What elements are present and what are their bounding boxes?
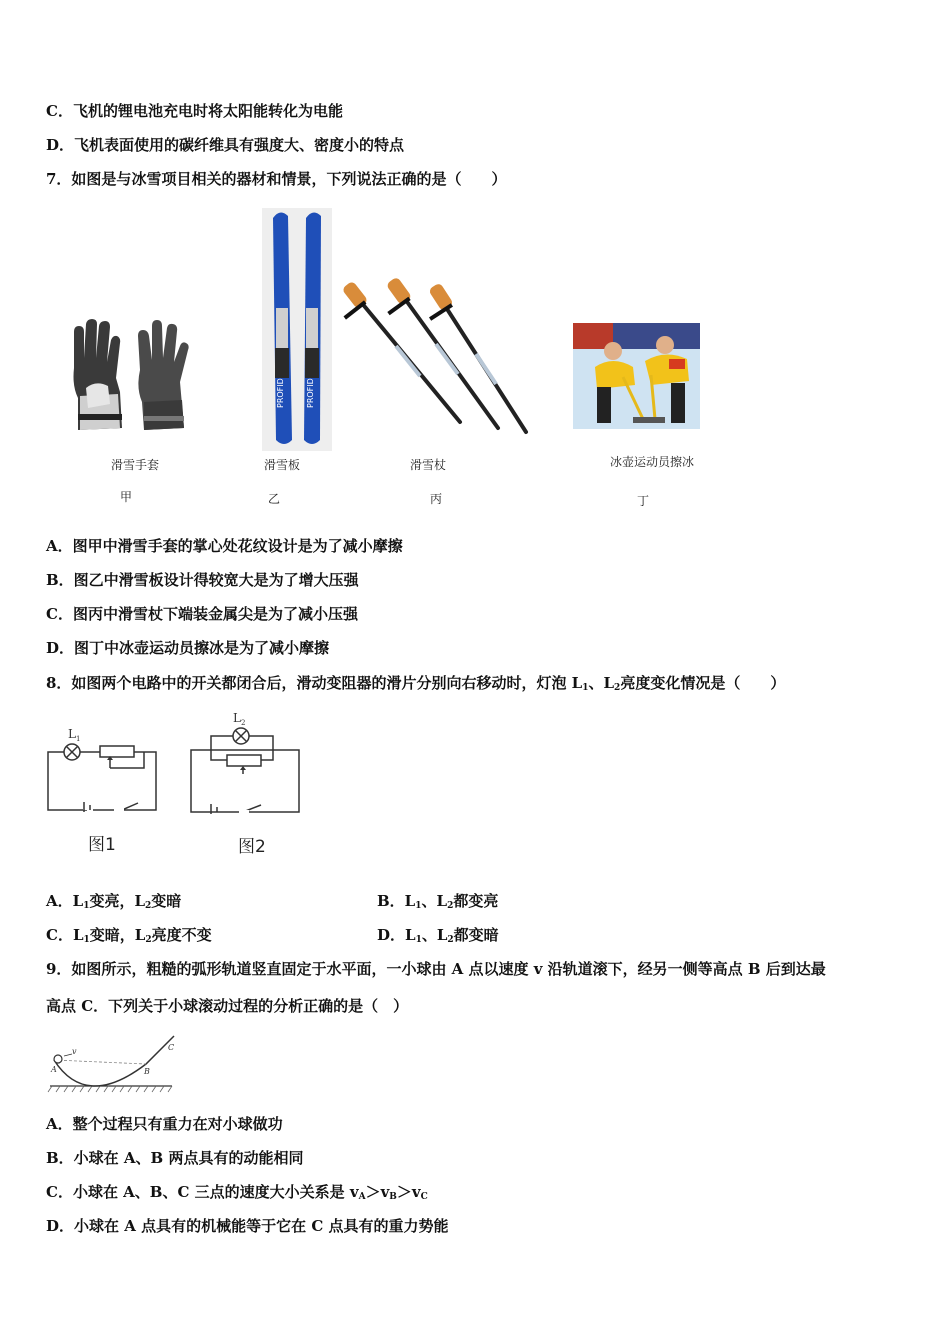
- q7-option-a: A．图甲中滑雪手套的掌心处花纹设计是为了减小摩擦: [46, 537, 403, 555]
- q8-stem: 8．如图两个电路中的开关都闭合后，滑动变阻器的滑片分别向右移动时，灯泡 $L_1$、$L_2$亮度变化情况是（ ）: [46, 674, 786, 693]
- q8-option-d: D．$L_1$、$L_2$都变暗: [377, 926, 499, 945]
- q7-option-d: D．图丁中冰壶运动员擦冰是为了减小摩擦: [46, 639, 330, 657]
- arc-track: [54, 1036, 174, 1086]
- q7-option-b: B．图乙中滑雪板设计得较宽大是为了增大压强: [46, 571, 359, 589]
- svg-text:L: L: [68, 727, 76, 741]
- q9-stem-line1: 9．如图所示，粗糙的弧形轨道竖直固定于水平面，一小球由 A 点以速度 v 沿轨道滚下，经另一侧等高点 B 后到达最: [46, 960, 826, 978]
- q8-option-a: A．$L_1$变亮，$L_2$变暗: [46, 892, 182, 911]
- svg-text:L: L: [233, 711, 241, 725]
- svg-text:A: A: [51, 1065, 57, 1074]
- ski-left-brand: PROFID: [276, 378, 285, 408]
- ball-icon: [54, 1055, 62, 1063]
- switch-1-icon: [122, 803, 138, 810]
- q9-option-b: B．小球在 A、B 两点具有的动能相同: [46, 1149, 304, 1167]
- q6-option-c: C．飞机的锂电池充电时将太阳能转化为电能: [46, 102, 343, 120]
- svg-text:2: 2: [241, 719, 246, 727]
- svg-text:1: 1: [76, 735, 81, 743]
- circuit-figure-1: [44, 724, 160, 812]
- rheostat-2-icon: [227, 755, 261, 766]
- label-jia: 甲: [120, 490, 133, 504]
- fig2-label: 图2: [238, 837, 266, 857]
- circuit-figure-2: [187, 710, 303, 814]
- label-bing: 丙: [430, 492, 443, 506]
- caption-gloves: 滑雪手套: [111, 458, 160, 472]
- q9-stem-line2: 高点 C．下列关于小球滚动过程的分析正确的是（ ）: [46, 997, 409, 1015]
- svg-text:v: v: [72, 1047, 77, 1056]
- ski-poles-image: [340, 272, 536, 438]
- q8-option-b: B．$L_1$、$L_2$都变亮: [377, 892, 499, 911]
- label-ding: 丁: [637, 494, 650, 508]
- left-glove: [74, 319, 123, 430]
- ski-right-brand: PROFID: [306, 378, 315, 408]
- q7-stem: 7．如图是与冰雪项目相关的器材和情景，下列说法正确的是（ ）: [46, 170, 507, 188]
- ski-gloves-image: [66, 318, 194, 434]
- caption-skis: 滑雪板: [264, 458, 301, 472]
- svg-text:B: B: [144, 1067, 150, 1076]
- label-yi: 乙: [268, 492, 281, 506]
- ski-right: [304, 212, 321, 444]
- caption-poles: 滑雪杖: [410, 458, 447, 472]
- right-glove: [138, 320, 189, 430]
- skis-image: [262, 208, 332, 451]
- q9-option-a: A．整个过程只有重力在对小球做功: [46, 1115, 283, 1133]
- svg-text:C: C: [168, 1043, 175, 1052]
- caption-curling: 冰壶运动员擦冰: [610, 455, 695, 469]
- q9-option-c: C．小球在 A、B、C 三点的速度大小关系是 $v_A>v_B>v_C$: [46, 1183, 428, 1202]
- fig1-label: 图1: [88, 835, 116, 855]
- q8-option-c: C．$L_1$变暗，$L_2$亮度不变: [46, 926, 212, 945]
- rheostat-icon: [100, 746, 134, 757]
- curling-sweep-image: [573, 323, 700, 429]
- track-diagram: [46, 1030, 176, 1094]
- q7-option-c: C．图丙中滑雪杖下端装金属尖是为了减小压强: [46, 605, 358, 623]
- q9-option-d: D．小球在 A 点具有的机械能等于它在 C 点具有的重力势能: [46, 1217, 449, 1235]
- q6-option-d: D．飞机表面使用的碳纤维具有强度大、密度小的特点: [46, 136, 405, 154]
